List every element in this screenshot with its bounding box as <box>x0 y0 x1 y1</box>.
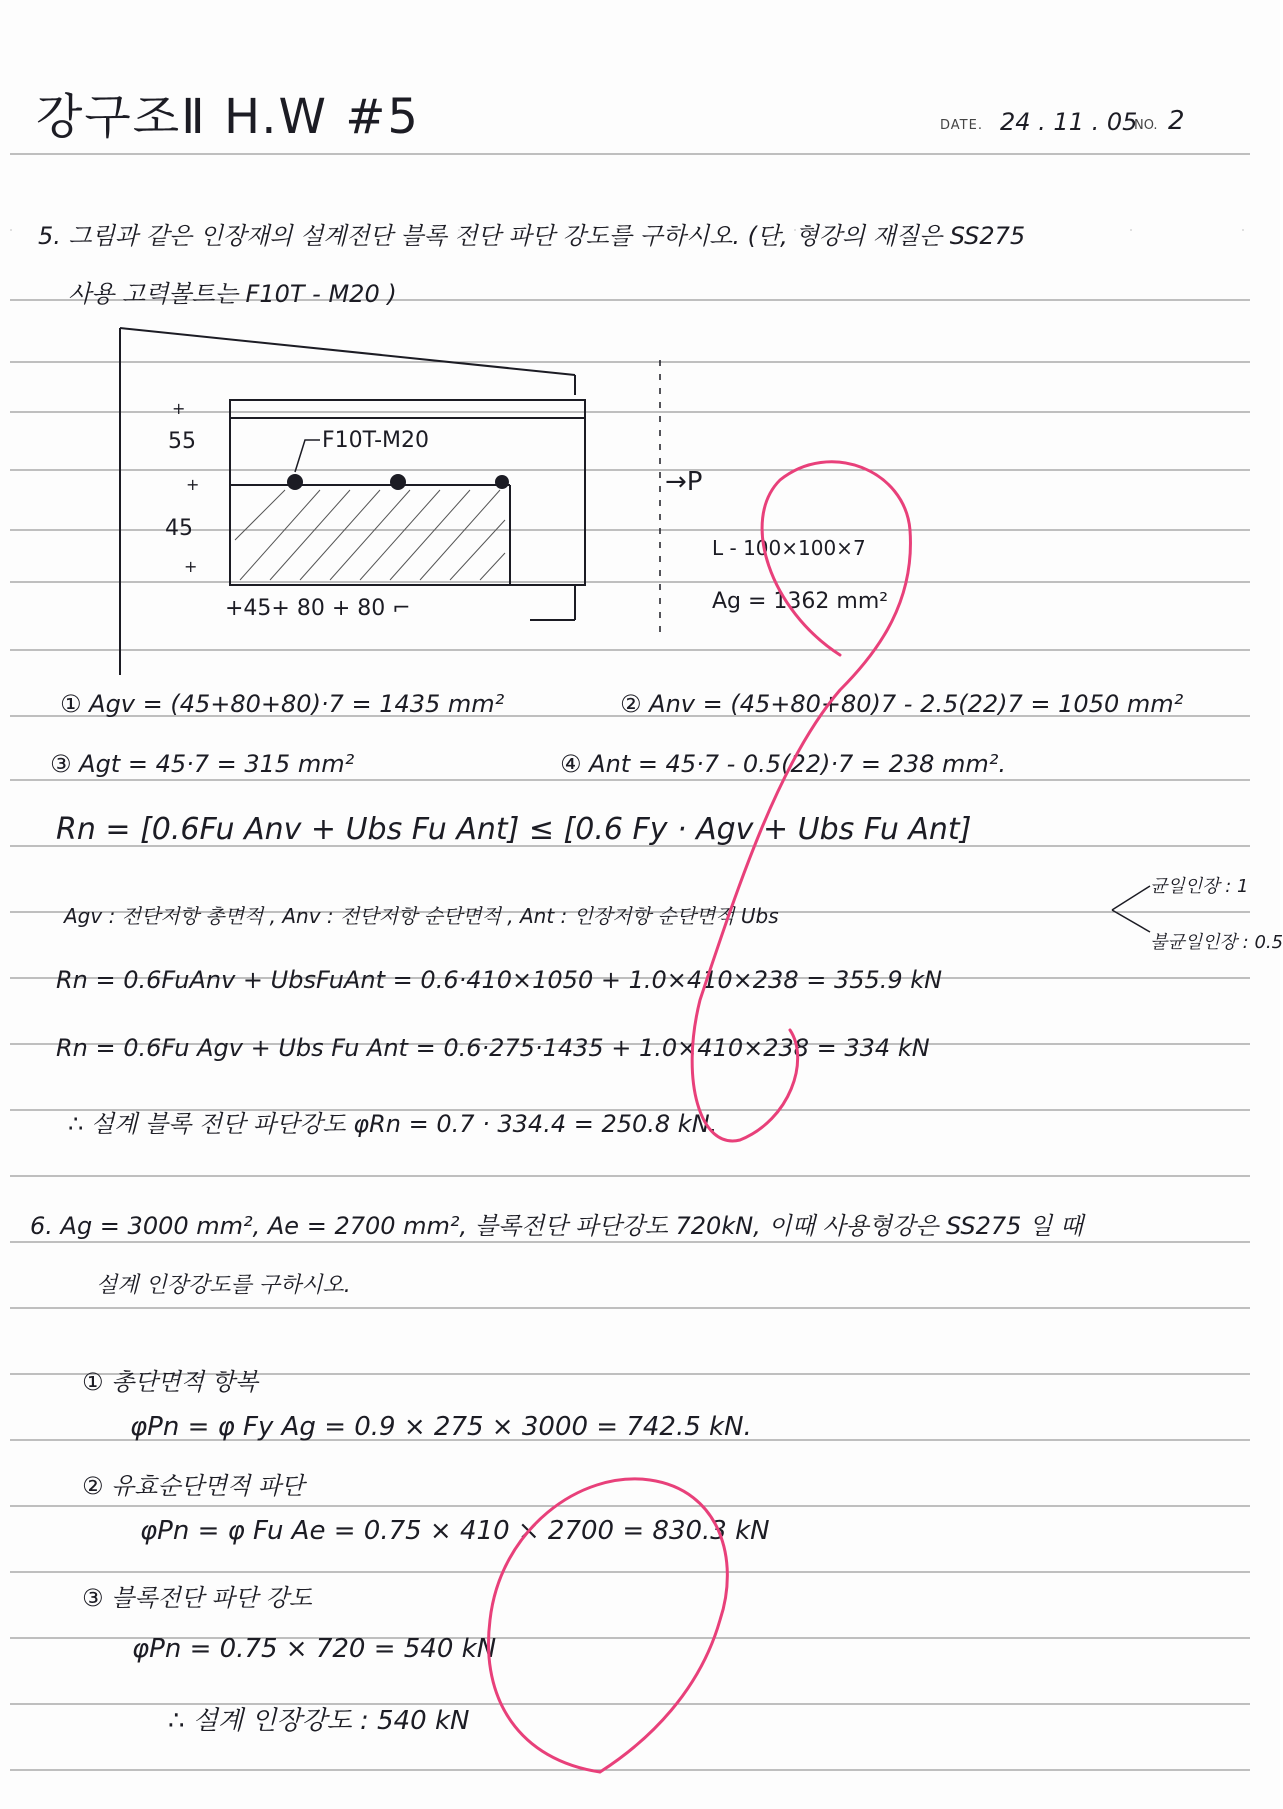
bolt-label: F10T-M20 <box>322 428 429 453</box>
dim-45: 45 <box>165 516 193 541</box>
rn-calc-1: Rn = 0.6FuAnv + UbsFuAnt = 0.6·410×1050 + 1.0×410×238 = 355.9 kN <box>56 966 943 994</box>
problem6-answer: ∴ 설계 인장강도 : 540 kN <box>168 1706 470 1736</box>
gross-area-label: Ag = 1362 mm² <box>712 589 889 614</box>
svg-text:+: + <box>184 557 198 576</box>
step2-title: ② 유효순단면적 파단 <box>82 1472 305 1500</box>
page-title: 강구조Ⅱ H.W #5 <box>36 89 420 145</box>
rn-formula: Rn = [0.6Fu Anv + Ubs Fu Ant] ≤ [0.6 Fy · Agv + Ubs Fu Ant] <box>56 812 972 847</box>
problem6-statement-line2: 설계 인장강도를 구하시오. <box>96 1273 351 1298</box>
calc-anv: ② Anv = (45+80+80)7 - 2.5(22)7 = 1050 mm² <box>620 690 1184 718</box>
calc-ant: ④ Ant = 45·7 - 0.5(22)·7 = 238 mm². <box>560 750 1007 778</box>
page-number-label: NO. <box>1134 118 1158 133</box>
check-mark-2 <box>488 1479 727 1772</box>
bottom-dims: +45+ 80 + 80 ⌐ <box>225 596 411 621</box>
check-mark-1 <box>692 462 910 1141</box>
page-number-value: 2 <box>1168 106 1185 136</box>
problem5-result: ∴ 설계 블록 전단 파단강도 φRn = 0.7 · 334.4 = 250.8 kN. <box>68 1110 718 1138</box>
step1-calc: φPn = φ Fy Ag = 0.9 × 275 × 3000 = 742.5 kN. <box>130 1412 752 1442</box>
date-label: DATE. <box>940 118 983 133</box>
variable-legend: Agv : 전단저항 총면적 , Anv : 전단저항 순단면적 , Ant : 인장저항 순단면적 Ubs <box>64 904 779 928</box>
step3-calc: φPn = 0.75 × 720 = 540 kN <box>132 1634 497 1664</box>
date-value: 24 . 11 . 05 <box>1000 108 1138 136</box>
problem5-statement-line2: 사용 고력볼트는 F10T - M20 ) <box>68 280 397 308</box>
problem6-statement-line1: 6. Ag = 3000 mm², Ae = 2700 mm², 블록전단 파단강도 720kN, 이때 사용형강은 SS275 일 때 <box>30 1212 1084 1240</box>
calc-agv: ① Agv = (45+80+80)·7 = 1435 mm² <box>60 690 505 718</box>
step2-calc: φPn = φ Fu Ae = 0.75 × 410 × 2700 = 830.3 kN <box>140 1516 770 1546</box>
calc-agt: ③ Agt = 45·7 = 315 mm² <box>50 750 355 778</box>
svg-text:+: + <box>186 475 200 494</box>
rn-calc-2: Rn = 0.6Fu Agv + Ubs Fu Ant = 0.6·275·1435 + 1.0×410×238 = 334 kN <box>56 1034 930 1062</box>
load-arrow: →P <box>665 467 703 497</box>
ubs-nonuniform: 불균일인장 : 0.5 <box>1150 932 1283 953</box>
ubs-uniform: 균일인장 : 1 <box>1150 876 1249 897</box>
problem5-statement-line1: 5. 그림과 같은 인장재의 설계전단 블록 전단 파단 강도를 구하시오. (단, 형강의 재질은 SS275 <box>38 222 1026 250</box>
section-label: L - 100×100×7 <box>712 536 866 560</box>
dim-55: 55 <box>168 429 196 454</box>
step1-title: ① 총단면적 항복 <box>82 1368 258 1396</box>
svg-text:+: + <box>172 399 186 418</box>
step3-title: ③ 블록전단 파단 강도 <box>82 1584 312 1612</box>
